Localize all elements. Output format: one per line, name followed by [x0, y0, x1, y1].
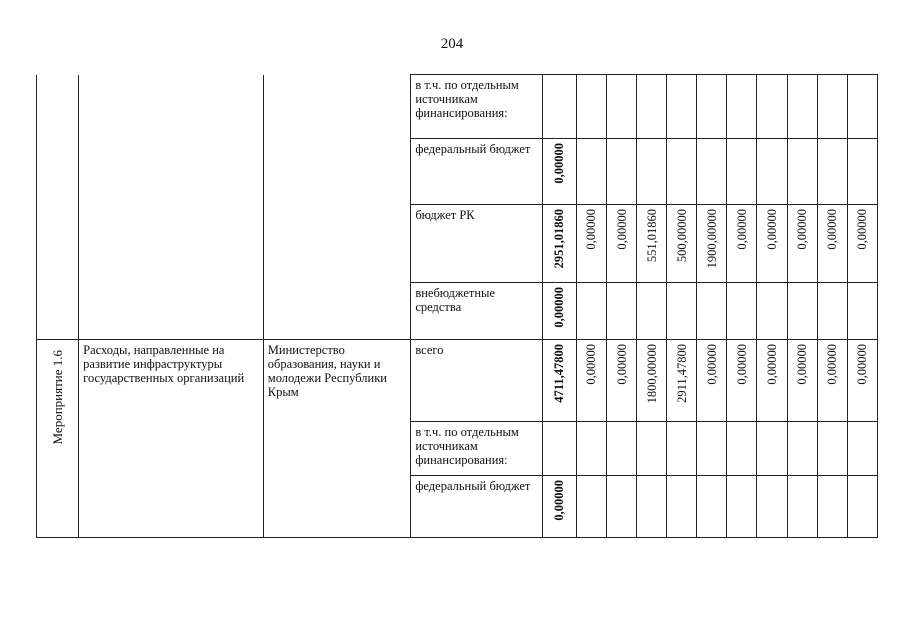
value-cell [697, 421, 727, 475]
value-text [650, 75, 654, 87]
value-cell [576, 475, 606, 537]
source-label: всего [415, 342, 444, 357]
value-text [830, 139, 834, 151]
value-text [589, 75, 593, 87]
value-cell [787, 475, 817, 537]
value-text [710, 139, 714, 151]
value-text [860, 283, 864, 295]
value-cell [787, 75, 817, 139]
value-cell [847, 475, 877, 537]
value-cell [727, 205, 757, 283]
value-cell [576, 283, 606, 340]
value-text [680, 139, 684, 151]
table-row [37, 75, 878, 139]
value-cell [667, 421, 697, 475]
value-text [680, 283, 684, 295]
value-cell [576, 139, 606, 205]
source-label: в т.ч. по отдельным источникам финансирования: [415, 78, 519, 120]
source-cell [411, 421, 542, 475]
value-text [589, 139, 593, 151]
source-label: внебюджетные средства [415, 286, 495, 314]
value-text [680, 75, 684, 87]
value-text [680, 422, 684, 434]
value-cell [697, 475, 727, 537]
value-text [830, 75, 834, 87]
activity-description-cell [79, 339, 264, 537]
value-text [800, 75, 804, 87]
value-text [620, 283, 624, 295]
value-text: 0,00000 [584, 209, 599, 250]
value-cell [667, 339, 697, 421]
value-text [860, 476, 864, 488]
total-cell [542, 75, 576, 139]
source-label: федеральный бюджет [415, 142, 531, 156]
value-text: 2911,47800 [674, 343, 689, 403]
value-cell [817, 75, 847, 139]
value-cell [727, 421, 757, 475]
value-cell [606, 205, 636, 283]
value-text: 0,00000 [584, 343, 599, 385]
value-text [740, 283, 744, 295]
total-value: 0,00000 [552, 479, 567, 521]
value-cell [697, 75, 727, 139]
value-text [770, 75, 774, 87]
value-text [770, 139, 774, 151]
activity-executor: Министерство образования, науки и молодежи Республики Крым [267, 342, 387, 399]
value-cell [727, 139, 757, 205]
value-text: 0,00000 [795, 343, 810, 385]
value-text [620, 476, 624, 488]
value-text [800, 139, 804, 151]
value-text [770, 476, 774, 488]
value-text: 0,00000 [795, 209, 810, 250]
value-cell [757, 283, 787, 340]
value-cell [637, 339, 667, 421]
value-text: 500,00000 [674, 209, 689, 263]
source-cell [411, 205, 542, 283]
value-cell [847, 139, 877, 205]
activity-label-cell [37, 339, 79, 537]
value-cell [757, 339, 787, 421]
value-cell [847, 75, 877, 139]
total-cell [542, 475, 576, 537]
value-cell [606, 475, 636, 537]
value-text: 0,00000 [855, 343, 870, 385]
value-cell [757, 475, 787, 537]
total-value: 4711,47800 [552, 343, 567, 403]
value-cell [817, 139, 847, 205]
value-cell [757, 421, 787, 475]
total-cell [542, 283, 576, 340]
value-text [740, 476, 744, 488]
total-cell [542, 139, 576, 205]
value-text [740, 139, 744, 151]
value-cell [847, 339, 877, 421]
value-cell [637, 283, 667, 340]
value-text [830, 422, 834, 434]
value-cell [606, 339, 636, 421]
value-text [650, 476, 654, 488]
value-text [620, 139, 624, 151]
blank-action-cell [37, 75, 79, 340]
value-text [710, 283, 714, 295]
value-text [800, 283, 804, 295]
value-cell [667, 75, 697, 139]
total-value [557, 422, 561, 434]
value-text: 0,00000 [704, 343, 719, 385]
value-cell [817, 421, 847, 475]
value-cell [787, 339, 817, 421]
value-text [680, 476, 684, 488]
value-cell [817, 339, 847, 421]
value-text [860, 422, 864, 434]
value-text [710, 75, 714, 87]
value-text [830, 476, 834, 488]
value-text: 0,00000 [734, 209, 749, 250]
value-cell [576, 75, 606, 139]
source-cell [411, 75, 542, 139]
source-cell [411, 139, 542, 205]
activity-executor-cell [263, 339, 411, 537]
value-cell [727, 283, 757, 340]
value-cell [606, 283, 636, 340]
value-text [650, 422, 654, 434]
value-cell [606, 139, 636, 205]
value-text [710, 476, 714, 488]
value-text [650, 283, 654, 295]
value-text [800, 422, 804, 434]
total-value: 0,00000 [552, 287, 567, 328]
value-text: 0,00000 [855, 209, 870, 250]
value-cell [817, 475, 847, 537]
value-text: 1900,00000 [704, 209, 719, 269]
value-cell [817, 205, 847, 283]
value-cell [637, 75, 667, 139]
activity-label: Мероприятие 1.6 [49, 349, 65, 445]
table-row [37, 339, 878, 421]
value-text: 0,00000 [825, 343, 840, 385]
value-cell [606, 75, 636, 139]
value-cell [847, 421, 877, 475]
value-cell [576, 339, 606, 421]
value-cell [667, 283, 697, 340]
source-cell [411, 283, 542, 340]
value-cell [817, 283, 847, 340]
value-cell [637, 139, 667, 205]
value-cell [727, 339, 757, 421]
value-text [650, 139, 654, 151]
value-cell [576, 421, 606, 475]
value-cell [606, 421, 636, 475]
value-text [589, 422, 593, 434]
total-cell [542, 205, 576, 283]
blank-description-cell [79, 75, 264, 340]
value-text: 0,00000 [765, 209, 779, 250]
blank-executor-cell [263, 75, 411, 340]
value-text [710, 422, 714, 434]
value-text [830, 283, 834, 295]
value-cell [847, 205, 877, 283]
source-cell [411, 339, 542, 421]
value-cell [787, 139, 817, 205]
value-text [620, 75, 624, 87]
value-text: 0,00000 [825, 209, 840, 250]
value-text: 551,01860 [644, 209, 659, 263]
total-cell [542, 421, 576, 475]
value-text: 0,00000 [765, 343, 779, 385]
source-label: бюджет РК [415, 208, 475, 222]
value-cell [697, 339, 727, 421]
funding-table [36, 74, 878, 538]
value-cell [757, 205, 787, 283]
value-cell [667, 475, 697, 537]
total-cell [542, 339, 576, 421]
value-cell [787, 205, 817, 283]
value-text [740, 75, 744, 87]
value-cell [787, 283, 817, 340]
value-cell [667, 205, 697, 283]
value-cell [757, 75, 787, 139]
value-text [860, 75, 864, 87]
activity-description: Расходы, направленные на развитие инфраструктуры государственных организаций [83, 342, 245, 385]
value-text: 0,00000 [734, 343, 749, 385]
value-cell [697, 205, 727, 283]
value-cell [697, 283, 727, 340]
total-value: 0,00000 [552, 143, 567, 184]
value-cell [727, 475, 757, 537]
value-text: 0,00000 [614, 343, 629, 385]
value-text [620, 422, 624, 434]
total-value [557, 75, 561, 87]
value-cell [697, 139, 727, 205]
value-text [770, 283, 774, 295]
value-text [800, 476, 804, 488]
source-label: в т.ч. по отдельным источникам финансирования: [415, 424, 519, 467]
value-text: 1800,00000 [644, 343, 659, 403]
source-cell [411, 475, 542, 537]
value-cell [576, 205, 606, 283]
value-text [589, 283, 593, 295]
value-text: 0,00000 [614, 209, 629, 250]
value-cell [847, 283, 877, 340]
value-text [860, 139, 864, 151]
value-cell [667, 139, 697, 205]
value-cell [637, 421, 667, 475]
value-cell [787, 421, 817, 475]
value-cell [757, 139, 787, 205]
value-cell [727, 75, 757, 139]
value-cell [637, 475, 667, 537]
value-text [589, 476, 593, 488]
value-text [770, 422, 774, 434]
value-text [740, 422, 744, 434]
total-value: 2951,01860 [552, 209, 567, 269]
value-cell [637, 205, 667, 283]
source-label: федеральный бюджет [415, 478, 531, 493]
page-number: 204 [440, 36, 464, 52]
